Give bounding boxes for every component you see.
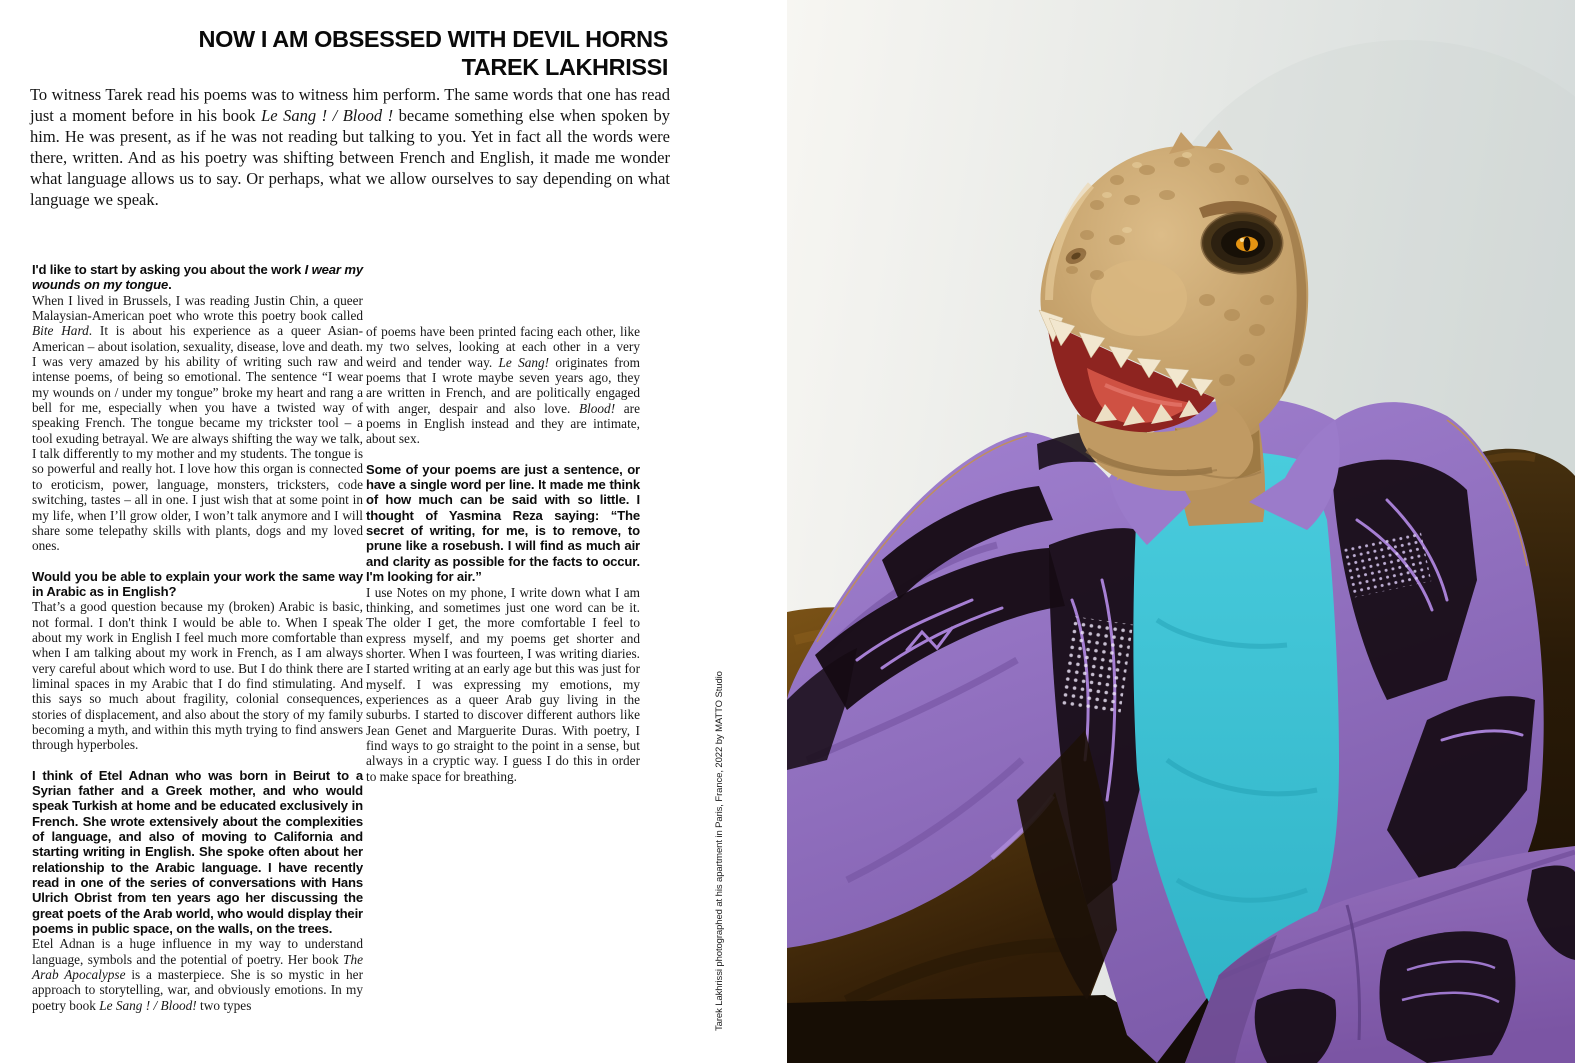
answer-paragraph-continued: of poems have been printed facing each other, like my two selves, looking at each other in a very weird and tender way. Le Sang! originates from poems that I wrote maybe seven years ago, they are written in French, and are politically engaged with anger, despair and also love. Blood! are poems in English instead and they are intimate, about sex. [366, 324, 640, 447]
photo-illustration [787, 0, 1575, 1063]
book-title-italic: Le Sang ! / Blood ! [261, 105, 394, 125]
cheek-mound [1091, 260, 1187, 336]
question-paragraph: I'd like to start by asking you about the work I wear my wounds on my tongue. [32, 262, 363, 293]
eye-pupil [1244, 237, 1251, 251]
answer-paragraph: Etel Adnan is a huge influence in my way to understand language, symbols and the potential of poetry. Her book The Arab Apocalypse is a masterpiece. She is so mystic in her approach to storytelling, war, and obviously emotions. In my poetry book Le Sang ! / Blood! two types [32, 936, 364, 1013]
question-paragraph: Would you be able to explain your work the same way in Arabic as in English? [32, 568, 363, 599]
photo-caption: Tarek Lakhrissi photographed at his apartment in Paris, France, 2022 by MATTO Studio [714, 671, 725, 1031]
title-line-2: TAREK LAKHRISSI [461, 53, 668, 80]
book-title-italic: Bite Hard [32, 323, 89, 339]
question-paragraph: I think of Etel Adnan who was born in Beirut to a Syrian father and a Greek mother, and who would speak Turkish at home and be educated exclusively in French. She wrote extensively about the complexities of language, and also of moving to California and starting writing in English. She spoke often about her relationship to the Arabic language. I have recently read in one of the series of conversations with Hans Ulrich Obrist from ten years ago her discussing the great poets of the Arab world, who would display their poems in public space, on the walls, on the trees. [32, 767, 363, 937]
intro-text: To witness Tarek read his poems was to witness him perform. The same words that one has read just a moment before in his book [30, 85, 670, 125]
photo-tarek-lakhrissi-dinosaur-mask [787, 0, 1575, 1063]
intro-paragraph [30, 85, 670, 210]
book-title-italic: Le Sang! [498, 354, 550, 370]
interview-column-2 [366, 324, 640, 784]
title-line-1: NOW I AM OBSESSED WITH DEVIL HORNS [198, 26, 668, 52]
answer-paragraph: I use Notes on my phone, I write down what I am thinking, and sometimes just one word can be it. The older I get, the more comfortable I feel to express myself, and my poems get shorter and shorter. When I was fourteen, I was writing diaries. I started writing at an early age but this was just for myself. I was expressing my emotions, my experiences as a queer Arab guy living in the suburbs. I started to discover different authors like Jean Genet and Marguerite Duras. With poetry, I find ways to go straight to the point in a sense, but always in a cryptic way. I guess I do this in order to make space for breathing. [366, 584, 640, 784]
book-title-italic: Le Sang ! / Blood! [99, 997, 197, 1013]
book-title-italic: The Arab Apocalypse [32, 951, 363, 983]
question-paragraph: Some of your poems are just a sentence, or have a single word per line. It made me think of how much can be said with so little. I thought of Yasmina Reza saying: “The secret of writing, for me, is to remove, to prune like a rosebush. I will find as much air and clarity as possible for the facts to occur. I'm looking for air.” [366, 461, 640, 585]
interview-column-1 [32, 262, 363, 1013]
answer-paragraph: When I lived in Brussels, I was reading Justin Chin, a queer Malaysian-American poet who wrote this poetry book called Bite Hard. It is about his experience as a queer Asian-American – about isolation, sexuality, disease, love and death. I was very amazed by his ability of writing such raw and intense poems, of being so emotional. The sentence “I wear my wounds on / under my tongue” broke my heart and rang a bell for me, especially when you have a twisted way of speaking French. The tongue became my trickster tool – a tool exuding betrayal. We are always shifting the way we talk, I talk differently to my mother and my students. The tongue is so powerful and really hot. I love how this organ is connected to eroticism, power, language, monsters, tricksters, code switching, tastes – all in one. I just wish that at some point in my life, when I’ll grow older, I won’t talk anymore and I will share some telepathy skills with plants, dogs and my loved ones. [32, 292, 364, 554]
article-title [30, 26, 668, 81]
book-title-italic: Blood! [578, 400, 616, 416]
intro-text-cont: became something else when spoken by him. He was present, as if he was not reading but talking to you. Yet in fact all the words were there, written. And as his poetry was shifting between French and English, it made me wonder what language allows us to say. Or perhaps, what we allow ourselves to say depending on what language we speak. [30, 105, 670, 209]
work-title-italic: I wear my wounds on my tongue [32, 262, 363, 293]
answer-paragraph: That’s a good question because my (broken) Arabic is basic, not formal. I don't think I would be able to. When I speak about my work in English I feel much more comfortable than when I am talking about my work in French, as I am always very careful about which word to use. But I do think there are liminal spaces in my Arabic that I do find stimulating. And this says so much about fragility, colonial consequences, stories of displacement, and also about the story of my family becoming a myth, and within this myth trying to find answers through hyperboles. [32, 599, 363, 753]
dino-eye [1202, 213, 1282, 273]
sequin-patch [1061, 616, 1133, 713]
